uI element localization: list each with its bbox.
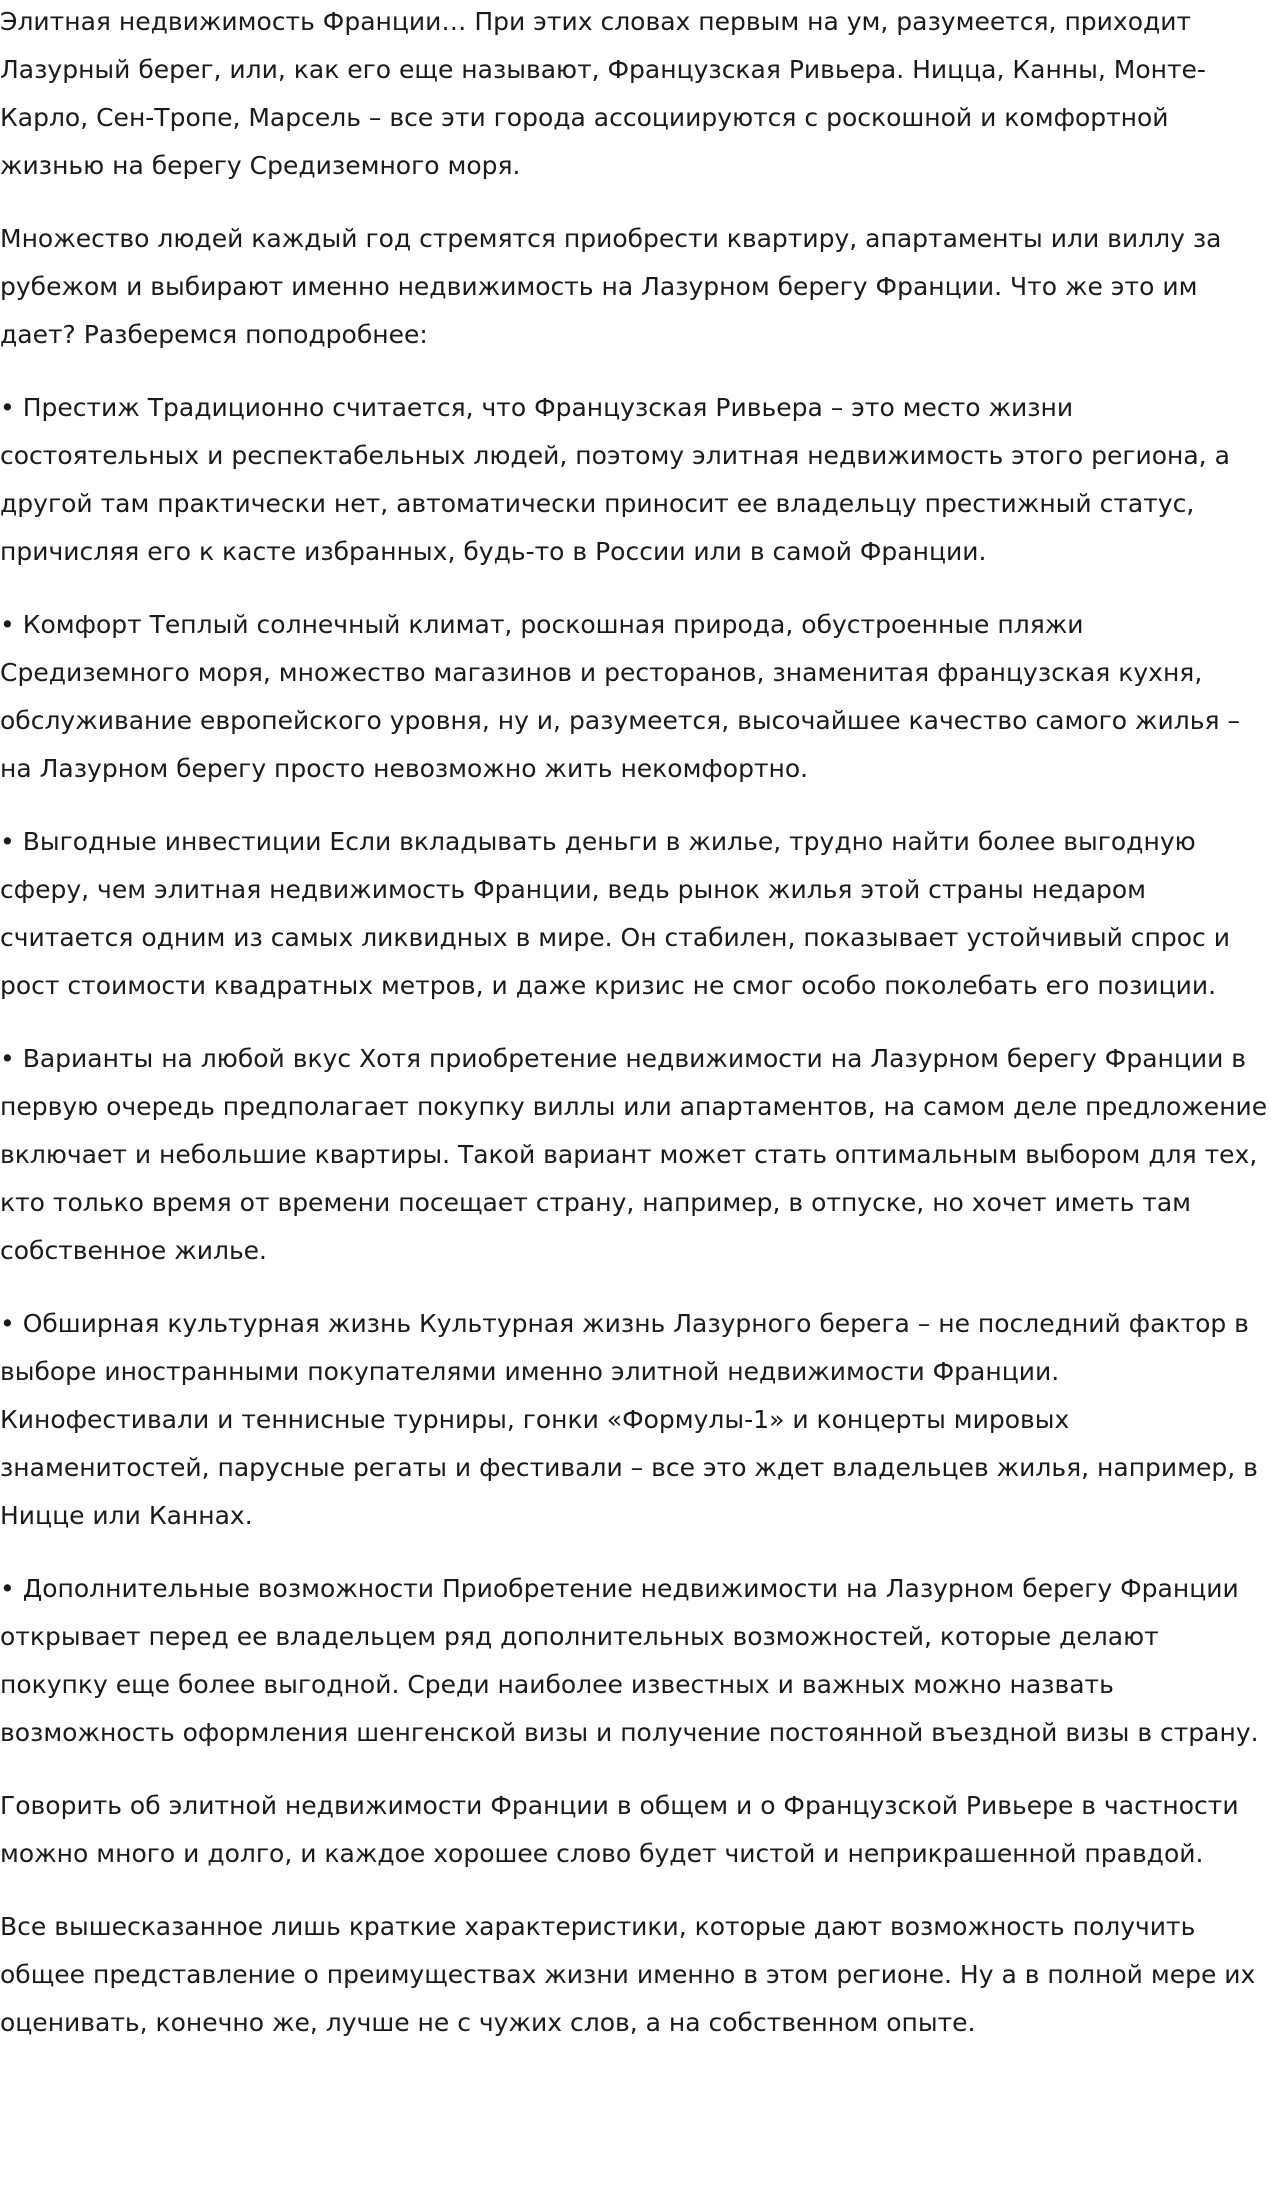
bullet-comfort: • Комфорт Теплый солнечный климат, роскошная природа, обустроенные пляжи Средиземного моря, множество магазинов и ресторанов, знаменитая французская кухня, обслуживание европейского уровня, ну и, разумеется, высочайшее качество самого жилья – на Лазурном берегу просто невозможно жить некомфортно. [0, 610, 1240, 783]
closing-paragraph: Все вышесказанное лишь краткие характеристики, которые дают возможность получить общее представление о преимуществах жизни именно в этом регионе. Ну а в полной мере их оценивать, конечно же, лучше не с чужих слов, а на собственном опыте. [0, 1912, 1256, 2037]
bullet-options: • Варианты на любой вкус Хотя приобретение недвижимости на Лазурном берегу Франции в первую очередь предполагает покупку виллы или апартаментов, на самом деле предложение включает и небольшие квартиры. Такой вариант может стать оптимальным выбором для тех, кто только время от времени посещает страну, например, в отпуске, но хочет иметь там собственное жилье. [0, 1044, 1268, 1265]
question-paragraph: Множество людей каждый год стремятся приобрести квартиру, апартаменты или виллу за рубежом и выбирают именно недвижимость на Лазурном берегу Франции. Что же это им дает? Разберемся поподробнее: [0, 224, 1222, 349]
bullet-culture: • Обширная культурная жизнь Культурная жизнь Лазурного берега – не последний фактор в выборе иностранными покупателями именно элитной недвижимости Франции. Кинофестивали и теннисные турниры, гонки «Формулы-1» и концерты мировых знаменитостей, парусные регаты и фестивали – все это ждет владельцев жилья, например, в Ницце или Каннах. [0, 1309, 1258, 1530]
bullet-extra-opportunities: • Дополнительные возможности Приобретение недвижимости на Лазурном берегу Франции открывает перед ее владельцем ряд дополнительных возможностей, которые делают покупку еще более выгодной. Среди наиболее известных и важных можно назвать возможность оформления шенгенской визы и получение постоянной въездной визы в страну. [0, 1574, 1259, 1747]
intro-paragraph: Элитная недвижимость Франции… При этих словах первым на ум, разумеется, приходит Лазурный берег, или, как его еще называют, Французская Ривьера. Ницца, Канны, Монте-Карло, Сен-Тропе, Марсель – все эти города ассоциируются с роскошной и комфортной жизнью на берегу Средиземного моря. [0, 7, 1206, 180]
conclusion-paragraph: Говорить об элитной недвижимости Франции в общем и о Французской Ривьере в частности можно много и долго, и каждое хорошее слово будет чистой и неприкрашенной правдой. [0, 1791, 1239, 1868]
bullet-prestige: • Престиж Традиционно считается, что Французская Ривьера – это место жизни состоятельных и респектабельных людей, поэтому элитная недвижимость этого региона, а другой там практически нет, автоматически приносит ее владельцу престижный статус, причисляя его к касте избранных, будь-то в России или в самой Франции. [0, 393, 1230, 566]
bullet-investment: • Выгодные инвестиции Если вкладывать деньги в жилье, трудно найти более выгодную сферу, чем элитная недвижимость Франции, ведь рынок жилья этой страны недаром считается одним из самых ликвидных в мире. Он стабилен, показывает устойчивый спрос и рост стоимости квадратных метров, и даже кризис не смог особо поколебать его позиции. [0, 827, 1230, 1000]
